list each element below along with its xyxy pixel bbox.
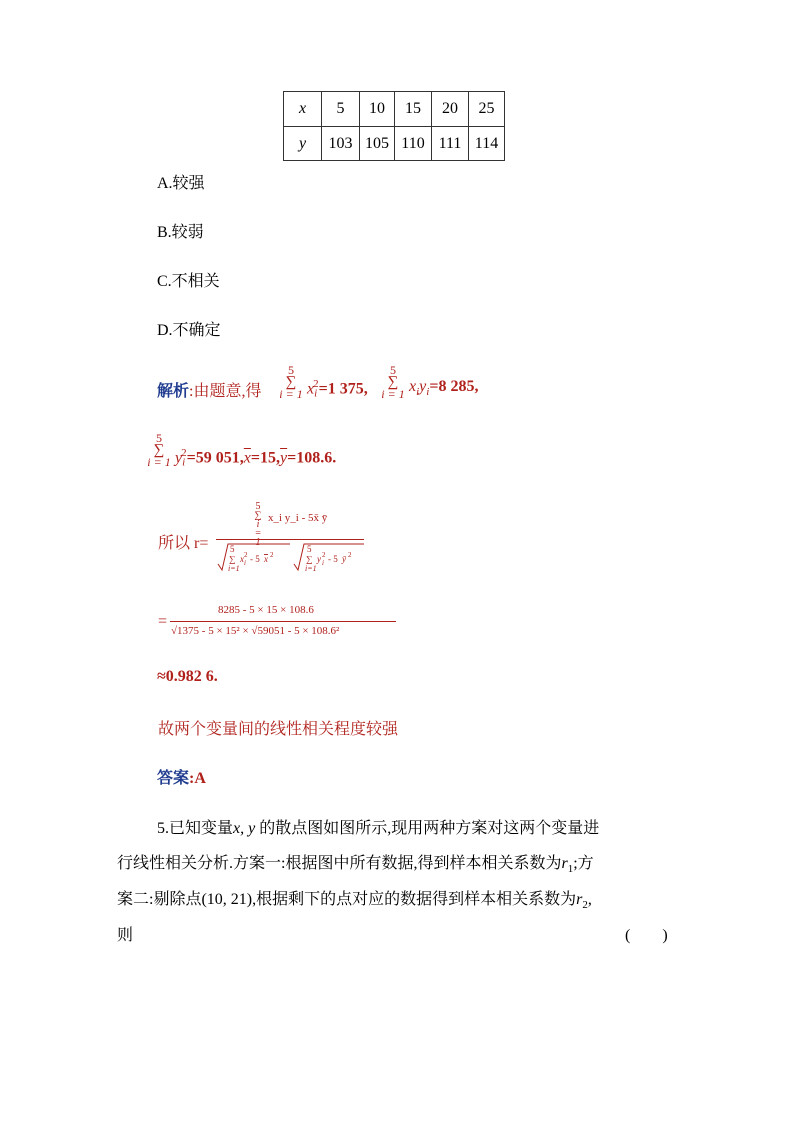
svg-text:y: y	[317, 554, 321, 564]
ybar-value: =108.6.	[287, 449, 337, 467]
table-cell: y	[284, 127, 322, 161]
so-r-label: 所以 r=	[158, 535, 209, 552]
table-cell: 15	[395, 92, 432, 127]
svg-text:x: x	[264, 554, 268, 564]
numeric-numerator: 8285 - 5 × 15 × 108.6	[218, 604, 314, 616]
q5-text: 5.已知变量	[157, 820, 234, 837]
answer	[157, 765, 206, 788]
question5-line-1	[157, 815, 599, 838]
q5-text: 案二:剔除点(10, 21),根据剩下的点对应的数据得到样本相关系数为	[117, 891, 577, 908]
question5-line-2	[117, 850, 594, 875]
numeric-denominator	[171, 625, 339, 637]
sum3-value: =59 051,	[186, 449, 244, 467]
table-cell: 103	[322, 127, 360, 161]
q5-text: ;方	[573, 855, 594, 872]
solution-intro: :由题意,得	[189, 383, 262, 400]
svg-text:2: 2	[244, 551, 248, 559]
q5-r2-sub: 2	[582, 899, 588, 912]
svg-text:5: 5	[307, 544, 312, 554]
q5-variables: x, y	[233, 820, 256, 837]
option-c[interactable]: C.不相关	[157, 273, 220, 290]
sigma-icon: ∑	[285, 374, 297, 390]
table-cell: 114	[469, 127, 505, 161]
q5-r1-sub: 1	[567, 863, 574, 876]
sum-term-2: $x_iy_i=8$ 285,	[409, 378, 479, 399]
svg-text:i: i	[244, 559, 246, 567]
svg-text:2: 2	[322, 551, 326, 559]
sum1-value: =1 375,	[318, 380, 368, 398]
svg-text:- 5: - 5	[250, 554, 260, 564]
svg-text:i: i	[322, 559, 324, 567]
table-cell: 111	[432, 127, 469, 161]
sum-term-3: $y_i^2=59$ $051,\overline{x}=15,\overline{y}=108.6$.	[175, 447, 337, 469]
formula-denominator	[216, 540, 366, 580]
table-cell: 5	[322, 92, 360, 127]
sum-term-1: $x_i^2=1$ 375,	[307, 378, 368, 400]
sum-lower: i = 1	[147, 455, 171, 469]
question5-line-4: 则	[117, 927, 134, 944]
sigma-icon: ∑	[153, 442, 165, 458]
solution-label: 解析	[157, 383, 190, 400]
xbar-value: =15,	[250, 449, 281, 467]
numerator-sum: 5 ∑ i = 1	[254, 501, 262, 548]
svg-text:2: 2	[270, 551, 274, 559]
q5-r1: r	[561, 855, 568, 872]
sigma-icon: ∑	[387, 374, 399, 390]
svg-text:x: x	[240, 554, 244, 564]
q5-text: 的散点图如图所示,现用两种方案对这两个变量进	[255, 820, 600, 837]
solution-line-1	[157, 378, 261, 401]
answer-value: :A	[189, 770, 206, 787]
svg-text:- 5: - 5	[328, 554, 338, 564]
sum-lower: i = 1	[279, 387, 303, 401]
numeric-fraction-bar	[170, 621, 396, 622]
table-row	[284, 127, 505, 161]
svg-text:i=1: i=1	[228, 564, 240, 573]
denominator-part-b: √59051 - 5 × 108.6²	[251, 625, 340, 637]
svg-text:∑: ∑	[229, 554, 236, 564]
option-d[interactable]: D.不确定	[157, 322, 221, 339]
summation-1	[279, 364, 303, 400]
summation-2	[381, 364, 405, 400]
svg-text:5: 5	[230, 544, 235, 554]
svg-text:ȳ: ȳ	[342, 554, 346, 564]
sum-lower: i = 1	[381, 387, 405, 401]
q5-r2: r	[576, 891, 583, 908]
answer-label: 答案	[157, 770, 190, 787]
sum-upper: 5	[288, 363, 294, 377]
table-cell: 110	[395, 127, 432, 161]
svg-text:2: 2	[348, 551, 352, 559]
svg-text:∑: ∑	[306, 554, 313, 564]
table-cell: 20	[432, 92, 469, 127]
q5-text: ,	[587, 891, 592, 908]
table-cell: x	[284, 92, 322, 127]
conclusion: 故两个变量间的线性相关程度较强	[158, 721, 399, 738]
q5-text: 行线性相关分析.方案一:根据图中所有数据,得到样本相关系数为	[117, 855, 562, 872]
summation-3	[146, 432, 172, 468]
table-cell: 10	[360, 92, 395, 127]
sum-upper: 5	[390, 363, 396, 377]
table-cell: 105	[360, 127, 395, 161]
sum-upper: 5	[255, 501, 261, 512]
option-b[interactable]: B.较弱	[157, 224, 204, 241]
approx-value: ≈0.982 6.	[157, 668, 218, 685]
table-cell: 25	[469, 92, 505, 127]
formula-numerator: x_i y_i - 5x̄ ȳ	[268, 512, 328, 524]
option-a[interactable]: A.较强	[157, 175, 205, 192]
denominator-part-a: √1375 - 5 × 15² ×	[171, 625, 249, 637]
answer-blank[interactable]: ( )	[625, 927, 668, 944]
question5-line-3	[117, 886, 592, 911]
equals-sign: =	[158, 613, 168, 630]
sum-upper: 5	[156, 431, 162, 445]
data-table	[283, 91, 505, 161]
svg-text:i=1: i=1	[305, 564, 317, 573]
table-row	[284, 92, 505, 127]
sum2-value: =8 285,	[429, 378, 479, 395]
